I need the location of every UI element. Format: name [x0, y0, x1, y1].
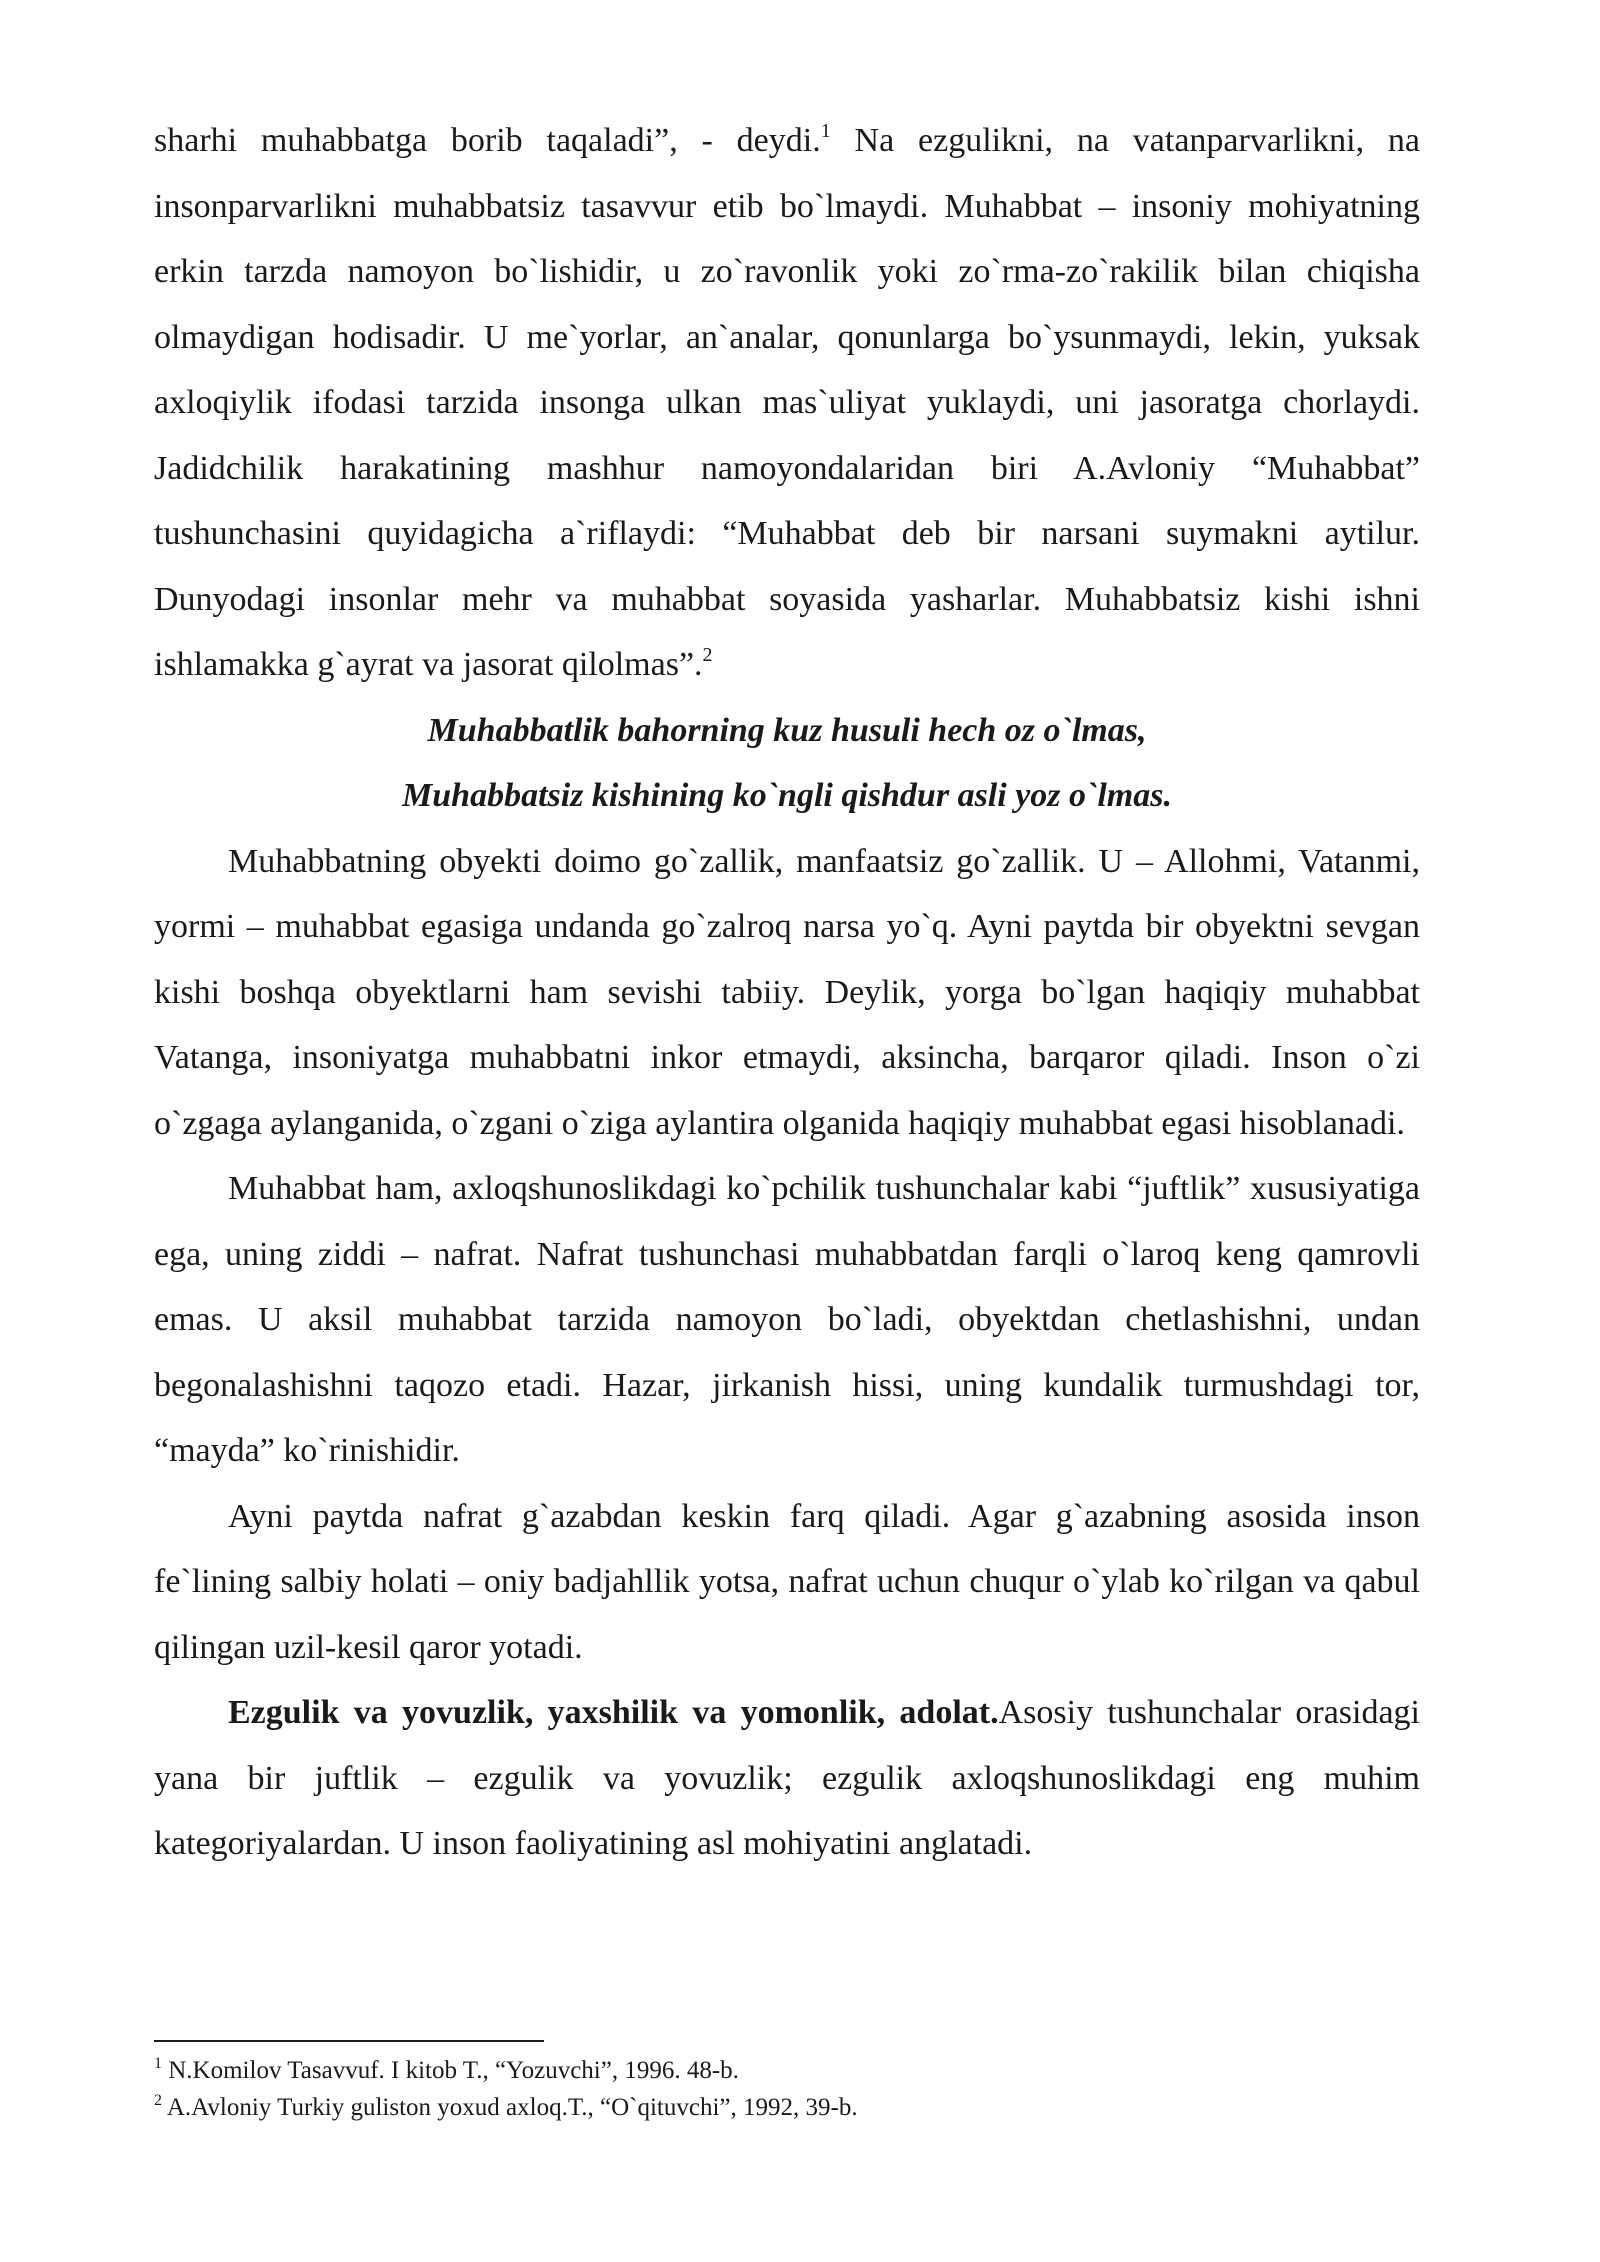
- document-body: [154, 108, 1420, 1877]
- section-heading: Ezgulik va yovuzlik, yaxshilik va yomonlik, adolat.: [228, 1694, 999, 1731]
- footnote-1-number: 1: [154, 2054, 162, 2072]
- paragraph-1-text-b: Na ezgulikni, na vatanparvarlikni, na insonparvarlikni muhabbatsiz tasavvur etib bo`lmaydi. Muhabbat – insoniy mohiyatning erkin tarzda namoyon bo`lishidir, u zo`ravonlik yoki zo`rma-zo`rakilik bilan chiqisha olmaydigan hodisadir. U me`yorlar, an`analar, qonunlarga bo`ysunmaydi, lekin, yuksak axloqiylik ifodasi tarzida insonga ulkan mas`uliyat yuklaydi, uni jasoratga chorlaydi. Jadidchilik harakatining mashhur namoyondalaridan biri A.Avloniy “Muhabbat” tushunchasini quyidagicha a`riflaydi: “Muhabbat deb bir narsani suymakni aytilur. Dunyodagi insonlar mehr va muhabbat soyasida yasharlar. Muhabbatsiz kishi ishni ishlamakka g`ayrat va jasorat qilolmas”.: [154, 122, 1420, 683]
- footnotes: [154, 2052, 1420, 2126]
- paragraph-4: Ayni paytda nafrat g`azabdan keskin farq qiladi. Agar g`azabning asosida inson fe`lining salbiy holati – oniy badjahllik yotsa, nafrat uchun chuqur o`ylab ko`rilgan va qabul qilingan uzil-kesil qaror yotadi.: [154, 1497, 1420, 1666]
- paragraph-1: [154, 108, 1420, 698]
- footnote-2: [154, 2089, 1420, 2126]
- paragraph-3: Muhabbat ham, axloqshunoslikdagi ko`pchilik tushunchalar kabi “juftlik” xususiyatiga ega, uning ziddi – nafrat. Nafrat tushunchasi muhabbatdan farqli o`laroq keng qamrovli emas. U aksil muhabbat tarzida namoyon bo`ladi, obyektdan chetlashishni, undan begonalashishni taqozo etadi. Hazar, jirkanish hissi, uning kundalik turmushdagi tor, “mayda” ko`rinishidir.: [154, 1170, 1420, 1469]
- paragraph-1-text-a: sharhi muhabbatga borib taqaladi”, - deydi.: [154, 122, 821, 159]
- paragraph-5-text: Asosiy tushunchalar orasidagi yana bir juftlik – ezgulik va yovuzlik; ezgulik axloqshunoslikdagi eng muhim kategoriyalardan. U inson faoliyatining asl mohiyatini anglatadi.: [154, 1694, 1420, 1862]
- footnote-separator: [154, 2040, 544, 2042]
- poem-line-2: Muhabbatsiz kishining ko`ngli qishdur asli yoz o`lmas.: [402, 777, 1172, 814]
- paragraph-2: Muhabbatning obyekti doimo go`zallik, manfaatsiz go`zallik. U – Allohmi, Vatanmi, yormi – muhabbat egasiga undanda go`zalroq narsa yo`q. Ayni paytda bir obyektni sevgan kishi boshqa obyektlarni ham sevishi tabiiy. Deylik, yorga bo`lgan haqiqiy muhabbat Vatanga, insoniyatga muhabbatni inkor etmaydi, aksincha, barqaror qiladi. Inson o`zi o`zgaga aylanganida, o`zgani o`ziga aylantira olganida haqiqiy muhabbat egasi hisoblanadi.: [154, 842, 1420, 1142]
- footnote-ref-1[interactable]: 1: [820, 119, 831, 142]
- paragraph-5: [154, 1680, 1420, 1877]
- footnote-ref-2[interactable]: 2: [702, 643, 713, 666]
- footnote-2-number: 2: [154, 2091, 162, 2109]
- footnote-2-text: A.Avloniy Turkiy guliston yoxud axloq.T., “O`qituvchi”, 1992, 39-b.: [162, 2094, 858, 2121]
- poem-line-1: Muhabbatlik bahorning kuz husuli hech oz o`lmas,: [427, 711, 1147, 749]
- footnote-1: [154, 2052, 1420, 2089]
- footnote-1-text: N.Komilov Tasavvuf. I kitob T., “Yozuvchi”, 1996. 48-b.: [162, 2057, 739, 2084]
